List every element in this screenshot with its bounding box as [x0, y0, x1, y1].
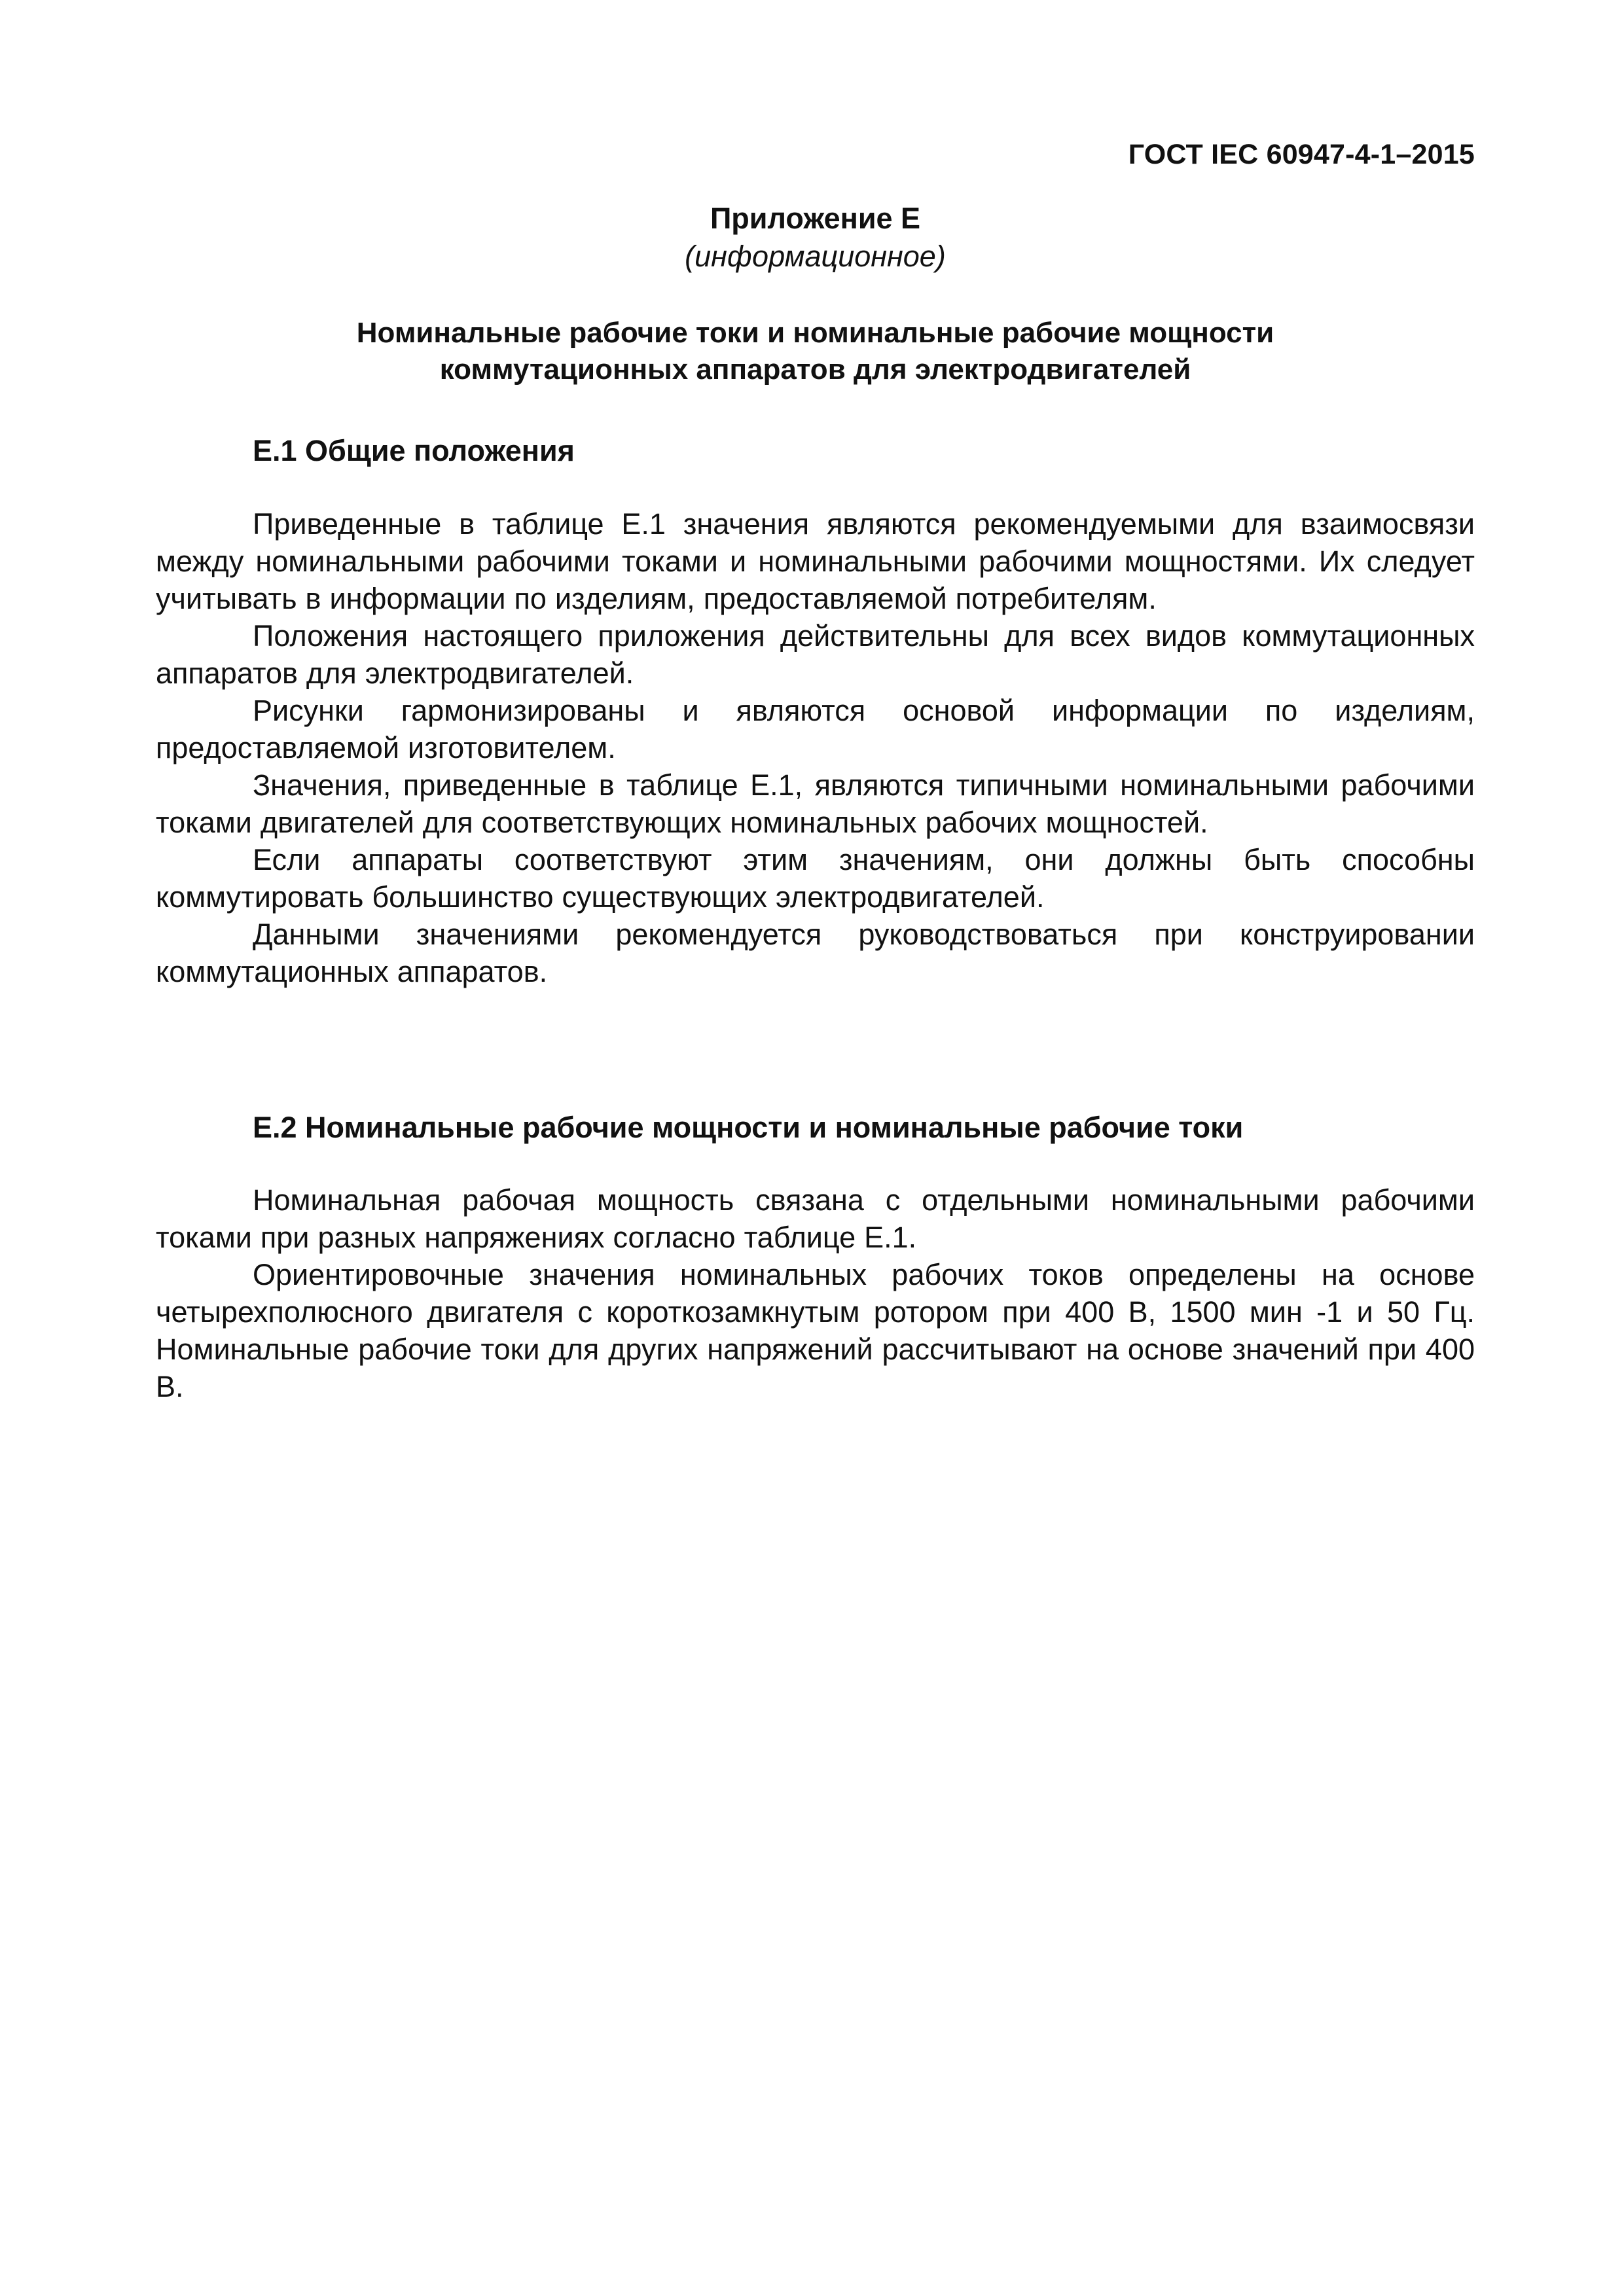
main-title-line: коммутационных аппаратов для электродвигателей	[439, 353, 1191, 386]
paragraph: Приведенные в таблице Е.1 значения являются рекомендуемыми для взаимосвязи между номинальными рабочими токами и номинальными рабочими мощностями. Их следует учитывать в информации по изделиям, предоставляемой потребителям.	[156, 507, 1475, 615]
paragraph: Если аппараты соответствуют этим значениям, они должны быть способны коммутировать большинство существующих электродвигателей.	[156, 843, 1475, 914]
paragraph: Ориентировочные значения номинальных рабочих токов определены на основе четырехполюсного двигателя с короткозамкнутым ротором при 400 В, 1500 мин -1 и 50 Гц. Номинальные рабочие токи для других напряжений рассчитывают на основе значений при 400 В.	[156, 1258, 1475, 1403]
main-title-line: Номинальные рабочие токи и номинальные рабочие мощности	[356, 317, 1274, 349]
section-e1-body	[156, 505, 1475, 990]
paragraph: Значения, приведенные в таблице Е.1, являются типичными номинальными рабочими токами двигателей для соответствующих номинальных рабочих мощностей.	[156, 768, 1475, 839]
section-e1-heading: Е.1 Общие положения	[253, 434, 575, 467]
appendix-status: (информационное)	[685, 240, 946, 273]
paragraph: Данными значениями рекомендуется руководствоваться при конструировании коммутационных аппаратов.	[156, 918, 1475, 988]
paragraph: Рисунки гармонизированы и являются основой информации по изделиям, предоставляемой изготовителем.	[156, 694, 1475, 764]
section-e2-body	[156, 1181, 1475, 1405]
appendix-title: Приложение Е	[710, 202, 921, 235]
document-code: ГОСТ IEC 60947-4-1–2015	[1128, 139, 1475, 170]
appendix-main-title	[156, 315, 1475, 388]
paragraph: Номинальная рабочая мощность связана с отдельными номинальными рабочими токами при разных напряжениях согласно таблице Е.1.	[156, 1183, 1475, 1254]
section-e2-heading: Е.2 Номинальные рабочие мощности и номинальные рабочие токи	[253, 1111, 1244, 1144]
paragraph: Положения настоящего приложения действительны для всех видов коммутационных аппаратов для электродвигателей.	[156, 619, 1475, 690]
